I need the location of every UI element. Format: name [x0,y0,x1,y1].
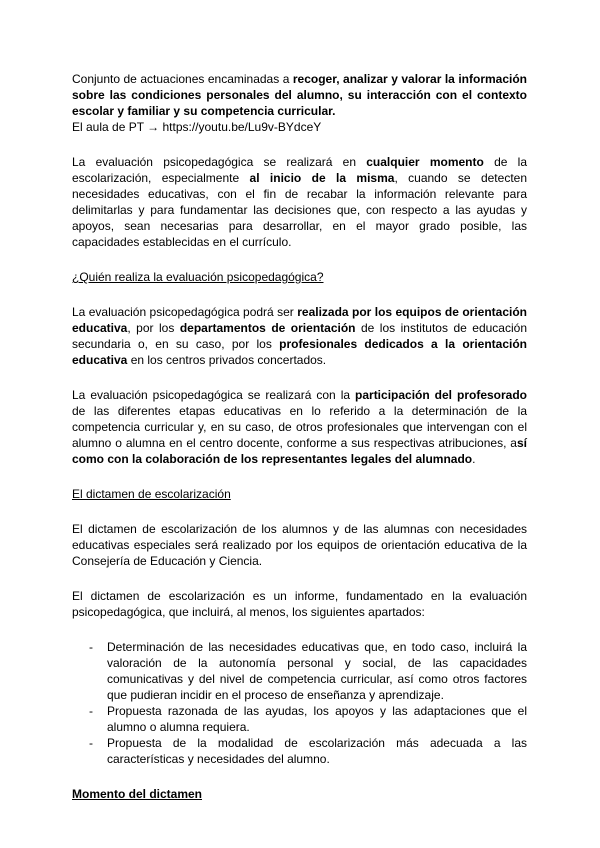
intro-text: Conjunto de actuaciones encaminadas a [72,72,293,86]
dictamen-paragraph: El dictamen de escolarización de los alumnos y de las alumnas con necesidades educativas especiales será realizado por los equipos de orientación educativa de la Consejería de Educación y Ciencia. [72,522,527,568]
heading-quien-realiza: ¿Quién realiza la evaluación psicopedagógica? [72,270,324,284]
bold-span: realizada por los equipos de orientación educativa [72,305,527,335]
document-page [72,71,527,802]
text-span: La evaluación psicopedagógica se realizará con la [72,388,356,402]
heading-momento: Momento del dictamen [72,787,203,801]
text-span: de la escolarización, especialmente [72,155,528,185]
text-span: . [472,452,476,466]
list-item: - Propuesta razonada de las ayudas, los apoyos y las adaptaciones que el alumno o alumna requiera. [107,703,527,735]
bold-span: departamentos de orientación [179,321,356,335]
heading-dictamen: El dictamen de escolarización [72,487,231,501]
who-performs-paragraph [72,304,527,368]
list-item: - Propuesta de la modalidad de escolarización más adecuada a las características y necesidades del alumno. [107,735,527,767]
bold-span: profesionales dedicados a la orientación educativa [72,337,527,367]
dictamen-sections-list [72,639,527,767]
intro-bold: recoger, analizar y valorar la información sobre las condiciones personales del alumno, su interacción con el contexto escolar y familiar y su competencia curricular. [72,72,527,118]
evaluation-timing-paragraph [72,154,527,250]
text-span: , cuando se detecten necesidades educativas, con el fin de recabar la información relevante para delimitarlas y para fundamentar las decisiones que, con respecto a las ayudas y apoyos, sean necesarias para desarrollar, en el mayor grado posible, las capacidades establecidas en el currículo. [72,171,527,249]
text-span: en los centros privados concertados. [127,353,327,367]
bold-span: participación del profesorado [355,388,527,402]
intro-paragraph [72,71,527,119]
bold-span: cualquier momento [366,155,484,169]
list-item: - Determinación de las necesidades educativas que, en todo caso, incluirá la valoración de la autonomía personal y social, de las capacidades comunicativas y del nivel de competencia curricular, así como otros factores que pudieran incidir en el proceso de enseñanza y aprendizaje. [107,639,527,703]
dictamen-sections-paragraph: El dictamen de escolarización es un informe, fundamentado en la evaluación psicopedagógica, que incluirá, al menos, los siguientes apartados: [72,589,527,619]
text-span: de los institutos de educación secundaria o, en su caso, por los [72,321,527,351]
video-link[interactable]: El aula de PT → https://youtu.be/Lu9v-BYdceY [72,120,322,134]
text-span: La evaluación psicopedagógica podrá ser [72,305,298,319]
participation-paragraph [72,387,527,467]
bold-span: sí como con la colaboración de los representantes legales del alumnado [72,436,527,466]
text-span: La evaluación psicopedagógica se realizará en [72,155,367,169]
bold-span: al inicio de la misma [249,171,395,185]
text-span: de las diferentes etapas educativas en lo referido a la determinación de la competencia curricular y, en su caso, de otros profesionales que intervengan con el alumno o alumna en el centro docente, conforme a sus respectivas atribuciones, a [72,404,527,450]
text-span: , por los [127,321,180,335]
